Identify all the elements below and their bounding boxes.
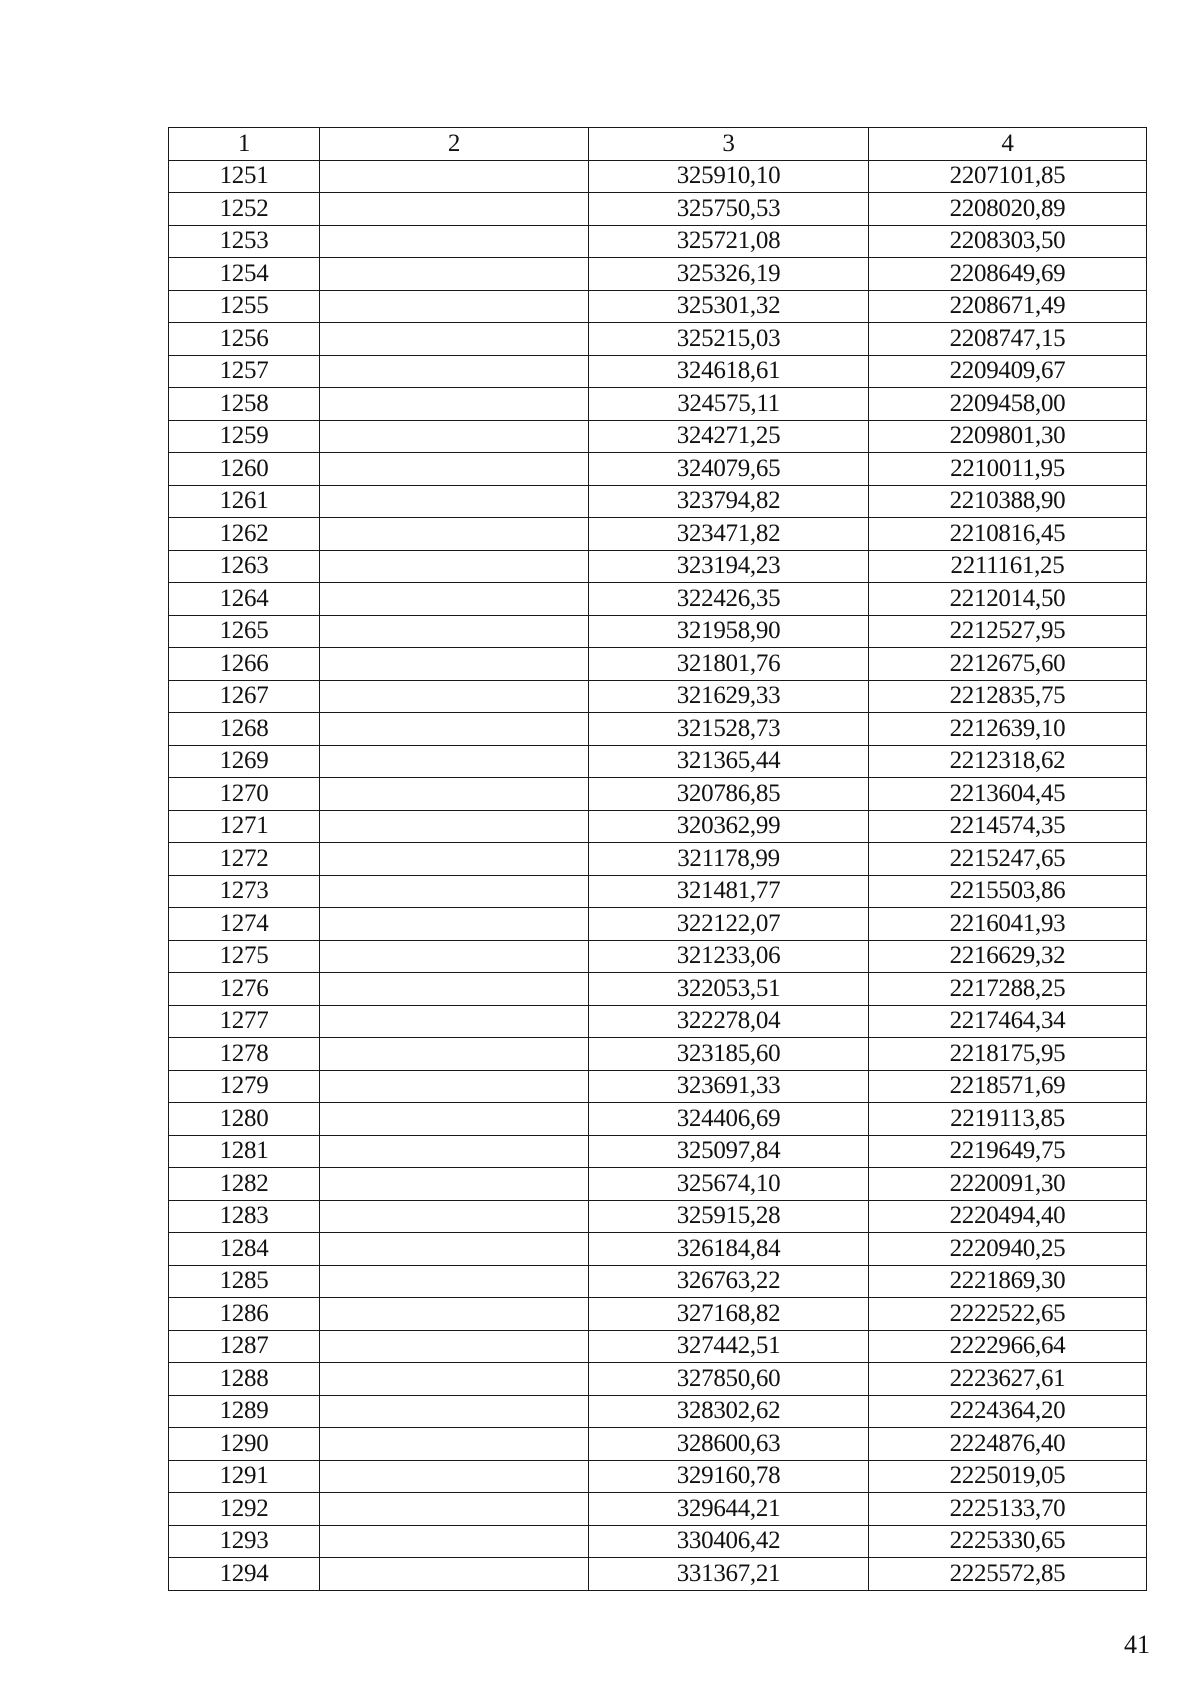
point-number-cell: 1279: [169, 1070, 320, 1103]
y-coordinate-cell: 2222966,64: [869, 1330, 1147, 1363]
table-row: [169, 355, 1147, 388]
table-row: [169, 908, 1147, 941]
point-number-cell: 1289: [169, 1395, 320, 1428]
x-coordinate-cell: 324575,11: [589, 388, 869, 421]
empty-cell: [320, 648, 589, 681]
table-row: [169, 290, 1147, 323]
point-number-cell: 1283: [169, 1200, 320, 1233]
empty-cell: [320, 908, 589, 941]
y-coordinate-cell: 2212527,95: [869, 615, 1147, 648]
empty-cell: [320, 1558, 589, 1591]
table-row: [169, 1038, 1147, 1071]
x-coordinate-cell: 329160,78: [589, 1460, 869, 1493]
y-coordinate-cell: 2216041,93: [869, 908, 1147, 941]
point-number-cell: 1284: [169, 1233, 320, 1266]
column-header-1: 1: [169, 128, 320, 161]
table-row: [169, 1460, 1147, 1493]
point-number-cell: 1270: [169, 778, 320, 811]
table-row: [169, 843, 1147, 876]
empty-cell: [320, 875, 589, 908]
y-coordinate-cell: 2208020,89: [869, 193, 1147, 226]
point-number-cell: 1278: [169, 1038, 320, 1071]
table-row: [169, 1525, 1147, 1558]
y-coordinate-cell: 2225330,65: [869, 1525, 1147, 1558]
empty-cell: [320, 1038, 589, 1071]
point-number-cell: 1288: [169, 1363, 320, 1396]
empty-cell: [320, 940, 589, 973]
x-coordinate-cell: 324271,25: [589, 420, 869, 453]
empty-cell: [320, 1363, 589, 1396]
table-row: [169, 1005, 1147, 1038]
empty-cell: [320, 323, 589, 356]
y-coordinate-cell: 2212835,75: [869, 680, 1147, 713]
table-row: [169, 1168, 1147, 1201]
point-number-cell: 1281: [169, 1135, 320, 1168]
empty-cell: [320, 225, 589, 258]
x-coordinate-cell: 322426,35: [589, 583, 869, 616]
empty-cell: [320, 843, 589, 876]
point-number-cell: 1264: [169, 583, 320, 616]
x-coordinate-cell: 327168,82: [589, 1298, 869, 1331]
x-coordinate-cell: 322278,04: [589, 1005, 869, 1038]
table-row: [169, 1558, 1147, 1591]
table-row: [169, 1070, 1147, 1103]
empty-cell: [320, 388, 589, 421]
x-coordinate-cell: 324618,61: [589, 355, 869, 388]
y-coordinate-cell: 2209409,67: [869, 355, 1147, 388]
y-coordinate-cell: 2209458,00: [869, 388, 1147, 421]
table-row: [169, 680, 1147, 713]
y-coordinate-cell: 2217464,34: [869, 1005, 1147, 1038]
empty-cell: [320, 355, 589, 388]
y-coordinate-cell: 2218571,69: [869, 1070, 1147, 1103]
point-number-cell: 1273: [169, 875, 320, 908]
x-coordinate-cell: 325674,10: [589, 1168, 869, 1201]
point-number-cell: 1251: [169, 160, 320, 193]
table-row: [169, 420, 1147, 453]
y-coordinate-cell: 2215503,86: [869, 875, 1147, 908]
empty-cell: [320, 680, 589, 713]
point-number-cell: 1259: [169, 420, 320, 453]
x-coordinate-cell: 329644,21: [589, 1493, 869, 1526]
empty-cell: [320, 745, 589, 778]
table-row: [169, 258, 1147, 291]
x-coordinate-cell: 325215,03: [589, 323, 869, 356]
empty-cell: [320, 1395, 589, 1428]
empty-cell: [320, 615, 589, 648]
empty-cell: [320, 1525, 589, 1558]
table-row: [169, 453, 1147, 486]
y-coordinate-cell: 2208671,49: [869, 290, 1147, 323]
table-row: [169, 875, 1147, 908]
point-number-cell: 1252: [169, 193, 320, 226]
y-coordinate-cell: 2212675,60: [869, 648, 1147, 681]
empty-cell: [320, 583, 589, 616]
x-coordinate-cell: 321178,99: [589, 843, 869, 876]
point-number-cell: 1294: [169, 1558, 320, 1591]
table-row: [169, 518, 1147, 551]
table-row: [169, 323, 1147, 356]
table-row: [169, 615, 1147, 648]
point-number-cell: 1276: [169, 973, 320, 1006]
empty-cell: [320, 550, 589, 583]
y-coordinate-cell: 2219113,85: [869, 1103, 1147, 1136]
point-number-cell: 1265: [169, 615, 320, 648]
y-coordinate-cell: 2220494,40: [869, 1200, 1147, 1233]
y-coordinate-cell: 2224876,40: [869, 1428, 1147, 1461]
point-number-cell: 1262: [169, 518, 320, 551]
table-row: [169, 485, 1147, 518]
y-coordinate-cell: 2216629,32: [869, 940, 1147, 973]
x-coordinate-cell: 328600,63: [589, 1428, 869, 1461]
coordinates-table: [168, 127, 1147, 1591]
empty-cell: [320, 1233, 589, 1266]
y-coordinate-cell: 2208747,15: [869, 323, 1147, 356]
table-row: [169, 778, 1147, 811]
y-coordinate-cell: 2225572,85: [869, 1558, 1147, 1591]
table-row: [169, 648, 1147, 681]
point-number-cell: 1267: [169, 680, 320, 713]
y-coordinate-cell: 2221869,30: [869, 1265, 1147, 1298]
empty-cell: [320, 1135, 589, 1168]
point-number-cell: 1272: [169, 843, 320, 876]
point-number-cell: 1260: [169, 453, 320, 486]
point-number-cell: 1280: [169, 1103, 320, 1136]
table-row: [169, 1135, 1147, 1168]
table-row: [169, 713, 1147, 746]
point-number-cell: 1269: [169, 745, 320, 778]
table-row: [169, 225, 1147, 258]
table-body: [169, 160, 1147, 1590]
table-row: [169, 1298, 1147, 1331]
point-number-cell: 1290: [169, 1428, 320, 1461]
y-coordinate-cell: 2224364,20: [869, 1395, 1147, 1428]
table-row: [169, 550, 1147, 583]
y-coordinate-cell: 2212639,10: [869, 713, 1147, 746]
point-number-cell: 1286: [169, 1298, 320, 1331]
header-row: [169, 128, 1147, 161]
table-row: [169, 1363, 1147, 1396]
table-row: [169, 1265, 1147, 1298]
point-number-cell: 1291: [169, 1460, 320, 1493]
point-number-cell: 1275: [169, 940, 320, 973]
x-coordinate-cell: 325097,84: [589, 1135, 869, 1168]
table-row: [169, 160, 1147, 193]
y-coordinate-cell: 2209801,30: [869, 420, 1147, 453]
table-row: [169, 940, 1147, 973]
empty-cell: [320, 1070, 589, 1103]
empty-cell: [320, 1005, 589, 1038]
empty-cell: [320, 1330, 589, 1363]
table-row: [169, 745, 1147, 778]
point-number-cell: 1257: [169, 355, 320, 388]
x-coordinate-cell: 323794,82: [589, 485, 869, 518]
y-coordinate-cell: 2218175,95: [869, 1038, 1147, 1071]
page-number: 41: [1124, 1630, 1150, 1659]
y-coordinate-cell: 2212318,62: [869, 745, 1147, 778]
point-number-cell: 1255: [169, 290, 320, 323]
x-coordinate-cell: 323185,60: [589, 1038, 869, 1071]
x-coordinate-cell: 326763,22: [589, 1265, 869, 1298]
point-number-cell: 1258: [169, 388, 320, 421]
x-coordinate-cell: 322053,51: [589, 973, 869, 1006]
y-coordinate-cell: 2223627,61: [869, 1363, 1147, 1396]
y-coordinate-cell: 2210011,95: [869, 453, 1147, 486]
point-number-cell: 1268: [169, 713, 320, 746]
empty-cell: [320, 485, 589, 518]
table-row: [169, 810, 1147, 843]
point-number-cell: 1263: [169, 550, 320, 583]
y-coordinate-cell: 2207101,85: [869, 160, 1147, 193]
y-coordinate-cell: 2211161,25: [869, 550, 1147, 583]
x-coordinate-cell: 320362,99: [589, 810, 869, 843]
empty-cell: [320, 1265, 589, 1298]
empty-cell: [320, 1103, 589, 1136]
table-row: [169, 193, 1147, 226]
table-header: [169, 128, 1147, 161]
y-coordinate-cell: 2212014,50: [869, 583, 1147, 616]
table-row: [169, 583, 1147, 616]
x-coordinate-cell: 325750,53: [589, 193, 869, 226]
table-row: [169, 1103, 1147, 1136]
y-coordinate-cell: 2214574,35: [869, 810, 1147, 843]
empty-cell: [320, 518, 589, 551]
x-coordinate-cell: 323471,82: [589, 518, 869, 551]
x-coordinate-cell: 325301,32: [589, 290, 869, 323]
point-number-cell: 1285: [169, 1265, 320, 1298]
x-coordinate-cell: 324079,65: [589, 453, 869, 486]
empty-cell: [320, 1460, 589, 1493]
x-coordinate-cell: 327442,51: [589, 1330, 869, 1363]
y-coordinate-cell: 2225019,05: [869, 1460, 1147, 1493]
x-coordinate-cell: 328302,62: [589, 1395, 869, 1428]
point-number-cell: 1282: [169, 1168, 320, 1201]
point-number-cell: 1287: [169, 1330, 320, 1363]
x-coordinate-cell: 321233,06: [589, 940, 869, 973]
y-coordinate-cell: 2213604,45: [869, 778, 1147, 811]
empty-cell: [320, 160, 589, 193]
y-coordinate-cell: 2220940,25: [869, 1233, 1147, 1266]
x-coordinate-cell: 325326,19: [589, 258, 869, 291]
y-coordinate-cell: 2217288,25: [869, 973, 1147, 1006]
empty-cell: [320, 420, 589, 453]
point-number-cell: 1277: [169, 1005, 320, 1038]
point-number-cell: 1261: [169, 485, 320, 518]
point-number-cell: 1274: [169, 908, 320, 941]
column-header-4: 4: [869, 128, 1147, 161]
table-row: [169, 1233, 1147, 1266]
x-coordinate-cell: 323691,33: [589, 1070, 869, 1103]
table-row: [169, 1428, 1147, 1461]
empty-cell: [320, 778, 589, 811]
x-coordinate-cell: 331367,21: [589, 1558, 869, 1591]
empty-cell: [320, 453, 589, 486]
column-header-3: 3: [589, 128, 869, 161]
y-coordinate-cell: 2220091,30: [869, 1168, 1147, 1201]
empty-cell: [320, 1298, 589, 1331]
y-coordinate-cell: 2210816,45: [869, 518, 1147, 551]
y-coordinate-cell: 2208649,69: [869, 258, 1147, 291]
point-number-cell: 1292: [169, 1493, 320, 1526]
table-row: [169, 388, 1147, 421]
empty-cell: [320, 1428, 589, 1461]
x-coordinate-cell: 321481,77: [589, 875, 869, 908]
y-coordinate-cell: 2225133,70: [869, 1493, 1147, 1526]
empty-cell: [320, 1200, 589, 1233]
x-coordinate-cell: 321528,73: [589, 713, 869, 746]
point-number-cell: 1254: [169, 258, 320, 291]
x-coordinate-cell: 330406,42: [589, 1525, 869, 1558]
empty-cell: [320, 258, 589, 291]
column-header-2: 2: [320, 128, 589, 161]
table-row: [169, 1395, 1147, 1428]
x-coordinate-cell: 325721,08: [589, 225, 869, 258]
y-coordinate-cell: 2208303,50: [869, 225, 1147, 258]
point-number-cell: 1271: [169, 810, 320, 843]
point-number-cell: 1253: [169, 225, 320, 258]
x-coordinate-cell: 320786,85: [589, 778, 869, 811]
point-number-cell: 1266: [169, 648, 320, 681]
empty-cell: [320, 1168, 589, 1201]
x-coordinate-cell: 321801,76: [589, 648, 869, 681]
empty-cell: [320, 290, 589, 323]
empty-cell: [320, 810, 589, 843]
y-coordinate-cell: 2222522,65: [869, 1298, 1147, 1331]
point-number-cell: 1293: [169, 1525, 320, 1558]
x-coordinate-cell: 327850,60: [589, 1363, 869, 1396]
table-row: [169, 1493, 1147, 1526]
x-coordinate-cell: 325910,10: [589, 160, 869, 193]
x-coordinate-cell: 324406,69: [589, 1103, 869, 1136]
empty-cell: [320, 193, 589, 226]
empty-cell: [320, 713, 589, 746]
y-coordinate-cell: 2210388,90: [869, 485, 1147, 518]
x-coordinate-cell: 325915,28: [589, 1200, 869, 1233]
x-coordinate-cell: 321365,44: [589, 745, 869, 778]
y-coordinate-cell: 2219649,75: [869, 1135, 1147, 1168]
empty-cell: [320, 973, 589, 1006]
x-coordinate-cell: 323194,23: [589, 550, 869, 583]
table-row: [169, 1200, 1147, 1233]
empty-cell: [320, 1493, 589, 1526]
table-row: [169, 1330, 1147, 1363]
x-coordinate-cell: 326184,84: [589, 1233, 869, 1266]
table-row: [169, 973, 1147, 1006]
y-coordinate-cell: 2215247,65: [869, 843, 1147, 876]
x-coordinate-cell: 322122,07: [589, 908, 869, 941]
x-coordinate-cell: 321629,33: [589, 680, 869, 713]
point-number-cell: 1256: [169, 323, 320, 356]
x-coordinate-cell: 321958,90: [589, 615, 869, 648]
